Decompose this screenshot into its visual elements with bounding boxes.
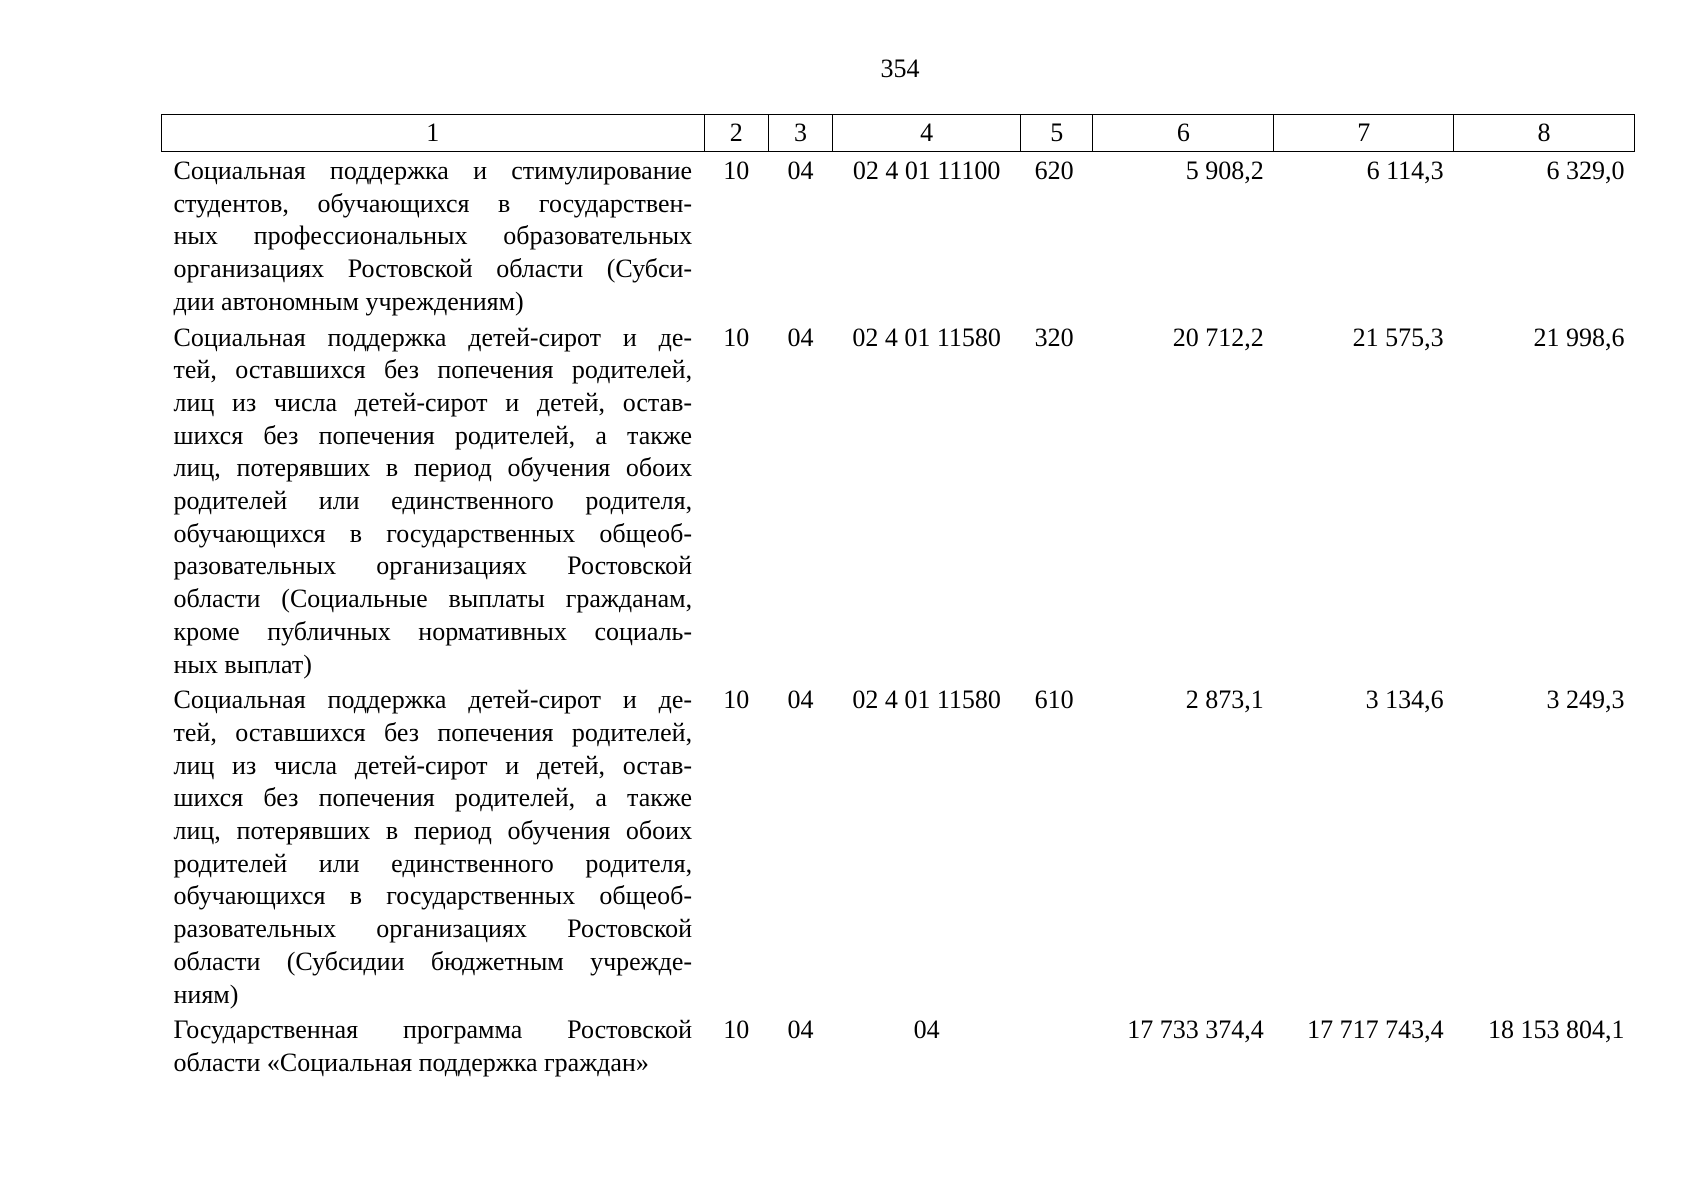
description-line: студентов, обучающихся в государствен- [173,188,693,218]
description-line: Социальная поддержка детей-сирот и де- [173,322,693,352]
section-code: 10 [723,685,750,715]
description-line: ных профессиональных образовательных [173,221,693,251]
description-line: разовательных организациях Ростовской [173,914,693,944]
amount-year-3: 21 998,6 [1533,322,1625,352]
description-line: тей, оставшихся без попечения родителей, [173,355,693,385]
section-code: 10 [723,322,750,352]
expense-type-code [1021,1011,1093,1079]
description-line: дии автономным учреждениям) [173,286,524,316]
column-header: 6 [1093,115,1274,152]
description-line: лиц, потерявших в период обучения обоих [173,453,693,483]
column-header: 5 [1021,115,1093,152]
expense-type-code: 320 [1034,322,1074,352]
subsection-code: 04 [787,156,814,185]
amount-year-1: 20 712,2 [1172,322,1264,352]
column-header: 7 [1274,115,1454,152]
column-header: 1 [162,115,705,152]
amount-year-2: 21 575,3 [1352,322,1444,352]
description-line: родителей или единственного родителя, [173,848,693,878]
description-line: шихся без попечения родителей, а также [173,783,693,813]
description-line: тей, оставшихся без попечения родителей, [173,717,693,747]
amount-year-2: 17 717 743,4 [1307,1015,1444,1045]
description-line: лиц из числа детей-сирот и детей, остав- [173,387,693,417]
column-header: 8 [1454,115,1635,152]
target-article-code: 02 4 01 11100 [852,156,1001,185]
description-line: обучающихся в государственных общеоб- [173,518,693,548]
table-row [162,319,1635,682]
column-header: 2 [704,115,768,152]
amount-year-1: 2 873,1 [1185,685,1264,715]
description-line: Социальная поддержка и стимулирование [173,156,693,185]
description-line: лиц, потерявших в период обучения обоих [173,816,693,846]
expense-type-code: 620 [1034,156,1074,185]
target-article-code: 04 [913,1015,940,1045]
table-row [162,1011,1635,1079]
section-code: 10 [723,156,750,185]
description-line: организациях Ростовской области (Субси- [173,254,693,284]
description-line: Социальная поддержка детей-сирот и де- [173,685,693,715]
row-description [162,319,705,682]
table-body [162,152,1635,1080]
subsection-code: 04 [787,322,814,352]
amount-year-2: 6 114,3 [1366,156,1444,185]
table-row [162,681,1635,1011]
description-line: кроме публичных нормативных социаль- [173,616,693,646]
section-code: 10 [723,1015,750,1045]
row-description [162,1011,705,1079]
description-line: Государственная программа Ростовской [173,1015,693,1045]
column-header: 3 [768,115,832,152]
description-line: области (Субсидии бюджетным учрежде- [173,946,693,976]
description-line: области (Социальные выплаты гражданам, [173,584,693,614]
description-line: области «Социальная поддержка граждан» [173,1047,649,1077]
subsection-code: 04 [787,1015,814,1045]
amount-year-3: 3 249,3 [1546,685,1625,715]
column-header: 4 [833,115,1021,152]
description-line: ных выплат) [173,649,312,679]
description-line: обучающихся в государственных общеоб- [173,881,693,911]
table-row [162,152,1635,319]
amount-year-1: 17 733 374,4 [1127,1015,1264,1045]
row-description [162,681,705,1011]
description-line: родителей или единственного родителя, [173,486,693,516]
amount-year-3: 6 329,0 [1546,156,1625,185]
amount-year-1: 5 908,2 [1185,156,1264,185]
description-line: ниям) [173,979,239,1009]
amount-year-2: 3 134,6 [1365,685,1444,715]
expense-type-code: 610 [1034,685,1074,715]
page-number: 354 [880,54,920,83]
target-article-code: 02 4 01 11580 [852,322,1001,352]
amount-year-3: 18 153 804,1 [1488,1015,1625,1045]
description-line: лиц из числа детей-сирот и детей, остав- [173,750,693,780]
budget-table [161,114,1635,1080]
target-article-code: 02 4 01 11580 [852,685,1001,715]
subsection-code: 04 [787,685,814,715]
description-line: шихся без попечения родителей, а также [173,420,693,450]
header-row [162,115,1635,152]
description-line: разовательных организациях Ростовской [173,551,693,581]
row-description [162,152,705,319]
